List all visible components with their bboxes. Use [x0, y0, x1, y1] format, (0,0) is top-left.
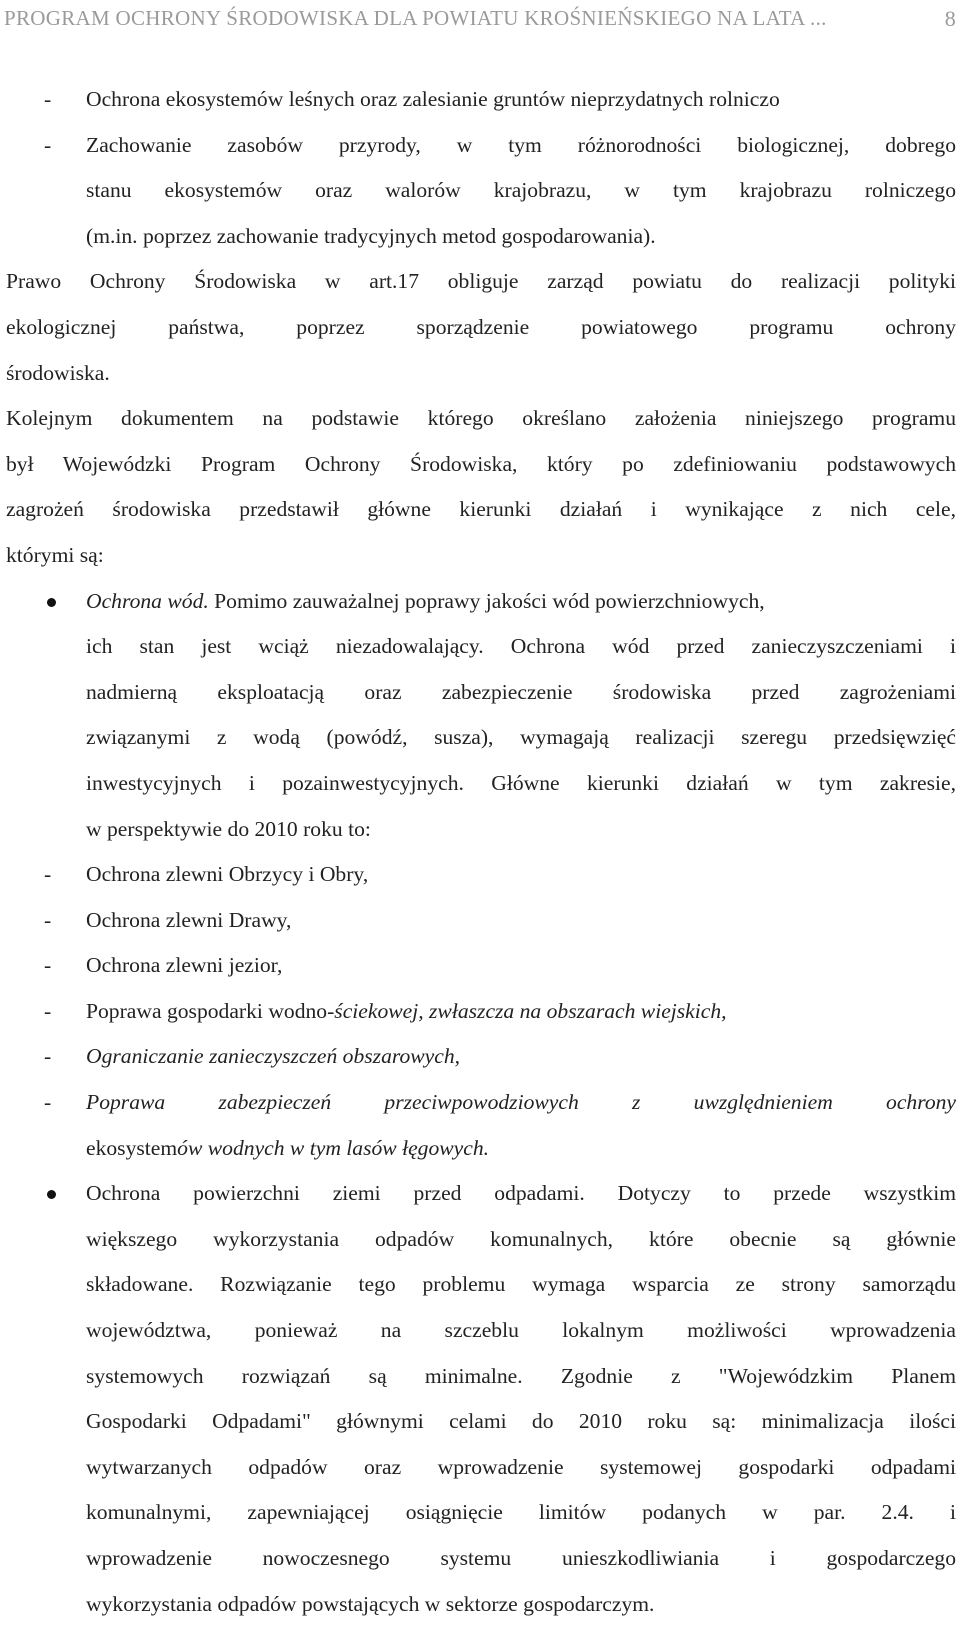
list-item-text — [86, 989, 727, 1035]
bullet-continuation — [0, 1308, 960, 1354]
dash-list-item — [0, 943, 960, 989]
bullet-text: składowane. Rozwiązanie tego problemu wymaga wsparcia ze strony samorządu — [86, 1272, 956, 1297]
bullet-continuation — [0, 1582, 960, 1628]
dash-list-item — [0, 898, 960, 944]
paragraph-line — [0, 305, 956, 351]
dash-marker: - — [44, 132, 52, 157]
list-item-continuation — [0, 1126, 960, 1172]
list-item-text: Ochrona zlewni Obrzycy i Obry, — [86, 862, 369, 887]
dash-marker: - — [44, 1044, 52, 1069]
dash-marker: - — [44, 87, 52, 111]
list-item-text: Ochrona zlewni jezior, — [86, 953, 283, 978]
bullet-text: większego wykorzystania odpadów komunalnych, które obecnie są głównie — [86, 1226, 956, 1251]
paragraph-line — [0, 487, 956, 533]
dash-list-item — [0, 852, 960, 898]
bullet-text — [86, 579, 765, 625]
paragraph-line — [0, 259, 956, 305]
list-item-text: Ograniczanie zanieczyszczeń obszarowych, — [86, 1044, 461, 1069]
bullet-text: Ochrona powierzchni ziemi przed odpadami. Dotyczy to przede wszystkim — [86, 1181, 956, 1206]
list-item-text: Ochrona ekosystemów leśnych oraz zalesianie gruntów nieprzydatnych rolniczo — [86, 87, 780, 111]
header-title: PROGRAM OCHRONY ŚRODOWISKA DLA POWIATU KROŚNIEŃSKIEGO NA LATA ... — [4, 6, 827, 30]
bullet-text: komunalnymi, zapewniającej osiągnięcie limitów podanych w par. 2.4. i — [86, 1500, 956, 1525]
bullet-continuation — [0, 624, 960, 670]
list-item-text — [86, 1126, 489, 1172]
paragraph-text: zagrożeń środowiska przedstawił główne kierunki działań i wynikające z nich cele, — [6, 497, 956, 522]
bullet-text: systemowych rozwiązań są minimalne. Zgodnie z "Wojewódzkim Planem — [86, 1363, 956, 1388]
paragraph-text: Kolejnym dokumentem na podstawie którego określano założenia niniejszego programu — [6, 406, 956, 431]
document-body — [0, 77, 960, 1627]
bullet-item-water — [0, 579, 960, 625]
list-item-text: stanu ekosystemów oraz walorów krajobrazu, w tym krajobrazu rolniczego — [86, 178, 956, 203]
page-number: 8 — [944, 6, 956, 31]
bullet-marker — [47, 1190, 56, 1199]
bullet-marker — [47, 598, 56, 607]
bullet-text: związanymi z wodą (powódź, susza), wymagają realizacji szeregu przedsięwzięć — [86, 725, 956, 750]
bullet-text: województwa, ponieważ na szczeblu lokalnym możliwości wprowadzenia — [86, 1318, 956, 1343]
bullet-item-soil — [0, 1171, 960, 1217]
dash-marker: - — [44, 953, 52, 978]
list-item-continuation — [0, 214, 960, 260]
bullet-text-rest: Pomimo zauważalnej poprawy jakości wód powierzchniowych, — [208, 588, 765, 613]
list-item-text-plain: Poprawa gospodarki wodno- — [86, 998, 335, 1023]
dash-list-item — [0, 989, 960, 1035]
bullet-continuation — [0, 1262, 960, 1308]
dash-list-item — [0, 1080, 960, 1126]
list-item-text: Zachowanie zasobów przyrody, w tym różnorodności biologicznej, dobrego — [86, 132, 956, 157]
list-item-text: (m.in. poprzez zachowanie tradycyjnych metod gospodarowania). — [86, 223, 656, 248]
paragraph-text: środowiska. — [6, 360, 110, 385]
bullet-text: ich stan jest wciąż niezadowalający. Ochrona wód przed zanieczyszczeniami i — [86, 634, 956, 659]
list-item-continuation — [0, 168, 960, 214]
bullet-continuation — [0, 761, 960, 807]
bullet-continuation — [0, 807, 960, 853]
bullet-continuation — [0, 1445, 960, 1491]
dash-marker: - — [44, 907, 52, 932]
paragraph-text: Prawo Ochrony Środowiska w art.17 obliguje zarząd powiatu do realizacji polityki — [6, 269, 956, 294]
list-item-text: Ochrona zlewni Drawy, — [86, 907, 292, 932]
bullet-continuation — [0, 1217, 960, 1263]
dash-list-item — [0, 77, 960, 123]
paragraph-line — [0, 442, 956, 488]
paragraph-line — [0, 351, 956, 397]
bullet-lead-italic: Ochrona wód. — [86, 588, 209, 613]
bullet-text: inwestycyjnych i pozainwestycyjnych. Główne kierunki działań w tym zakresie, — [86, 770, 956, 795]
dash-marker: - — [44, 1090, 52, 1115]
dash-list-item — [0, 1034, 960, 1080]
bullet-continuation — [0, 1490, 960, 1536]
bullet-continuation — [0, 1536, 960, 1582]
bullet-continuation — [0, 1399, 960, 1445]
dash-list-item — [0, 123, 960, 169]
dash-marker: - — [44, 862, 52, 887]
dash-marker: - — [44, 998, 52, 1023]
bullet-text: wprowadzenie nowoczesnego systemu unieszkodliwiania i gospodarczego — [86, 1546, 956, 1570]
running-header — [0, 6, 960, 40]
bullet-text: w perspektywie do 2010 roku to: — [86, 816, 371, 841]
paragraph-line — [0, 396, 956, 442]
bullet-text: wytwarzanych odpadów oraz wprowadzenie systemowej gospodarki odpadami — [86, 1454, 956, 1479]
paragraph-line — [0, 533, 956, 579]
bullet-text: wykorzystania odpadów powstających w sektorze gospodarczym. — [86, 1591, 655, 1616]
list-item-text-plain: ekosystem — [86, 1135, 178, 1160]
paragraph-text: ekologicznej państwa, poprzez sporządzenie powiatowego programu ochrony — [6, 314, 956, 339]
bullet-text: Gospodarki Odpadami" głównymi celami do 2010 roku są: minimalizacja ilości — [86, 1409, 956, 1434]
list-item-text: Poprawa zabezpieczeń przeciwpowodziowych z uwzględnieniem ochrony — [86, 1090, 956, 1115]
list-item-text-italic: ów wodnych w tym lasów łęgowych. — [177, 1135, 490, 1160]
bullet-continuation — [0, 1354, 960, 1400]
bullet-text: nadmierną eksploatacją oraz zabezpieczenie środowiska przed zagrożeniami — [86, 679, 956, 704]
paragraph-text: był Wojewódzki Program Ochrony Środowiska, który po zdefiniowaniu podstawowych — [6, 451, 956, 476]
list-item-text-italic: ściekowej, zwłaszcza na obszarach wiejskich, — [334, 998, 727, 1023]
bullet-continuation — [0, 670, 960, 716]
paragraph-text: którymi są: — [6, 542, 104, 567]
bullet-continuation — [0, 715, 960, 761]
